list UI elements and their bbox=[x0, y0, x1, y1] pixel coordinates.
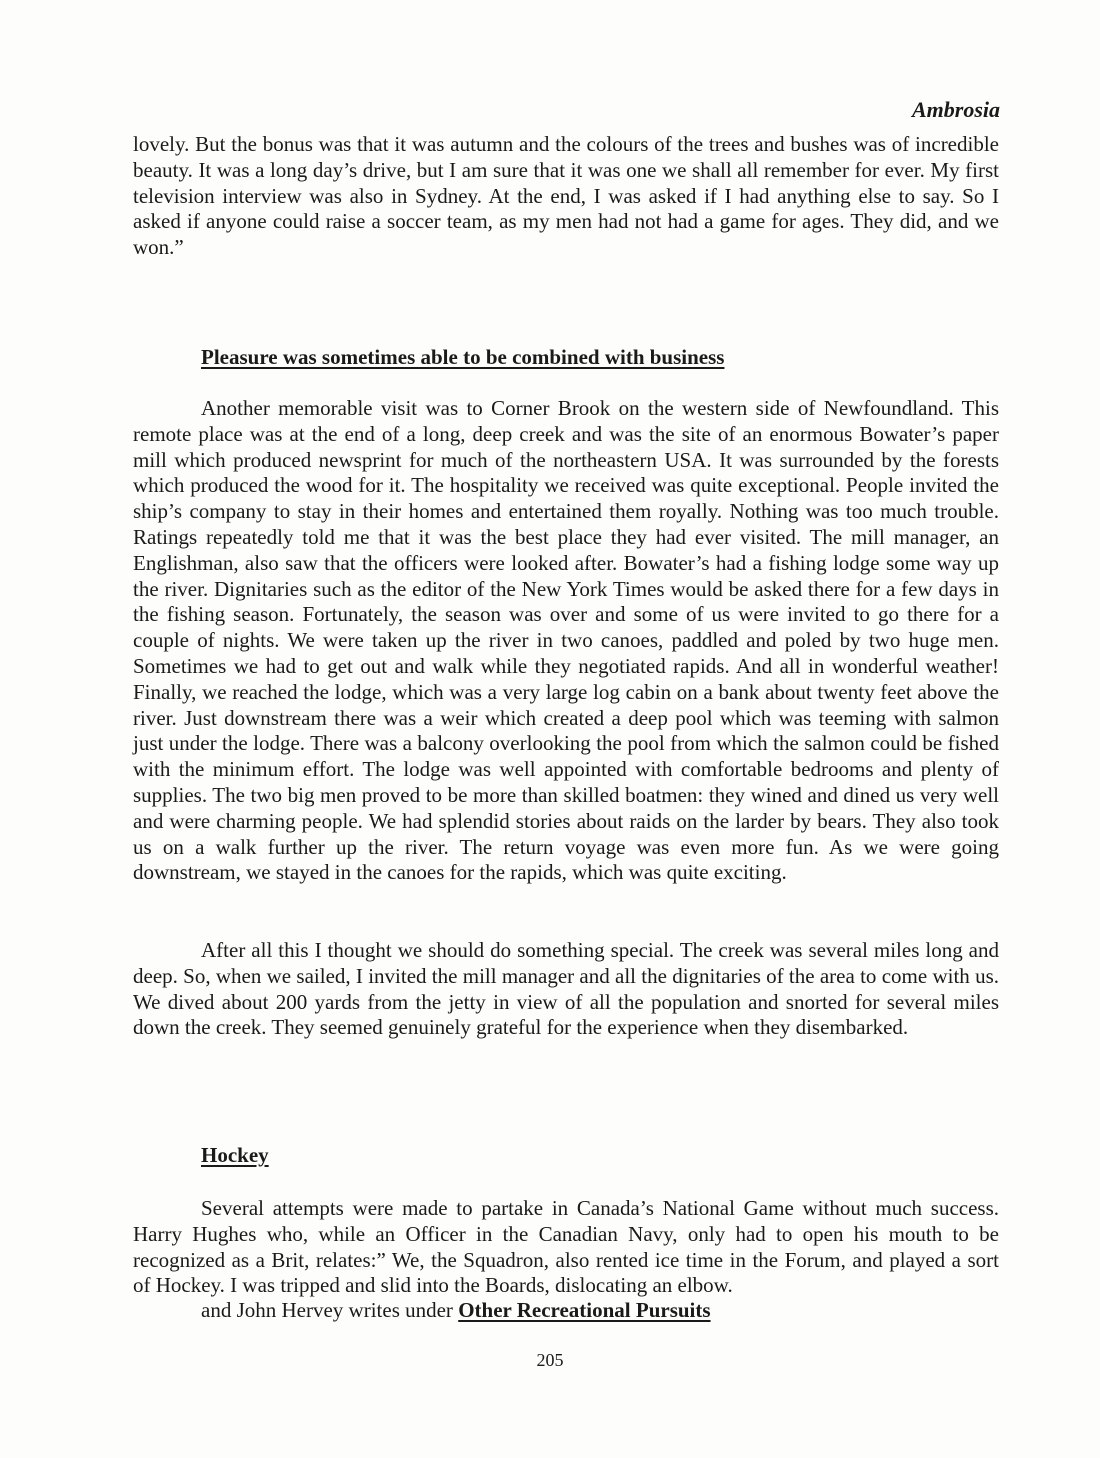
section-heading-pleasure: Pleasure was sometimes able to be combined with business bbox=[201, 345, 725, 369]
continuation-paragraph: lovely. But the bonus was that it was autumn and the colours of the trees and bushes was of incredible beauty. It was a long day’s drive, but I am sure that it was one we shall all remember for ever. My first television interview was also in Sydney. At the end, I was asked if I had anything else to say. So I asked if anyone could raise a soccer team, as my men had not had a game for ages. They did, and we won.” bbox=[133, 132, 999, 260]
hockey-paragraph-2 bbox=[133, 1298, 999, 1324]
hockey-paragraph-2-block bbox=[133, 1298, 999, 1324]
other-recreational-pursuits-heading: Other Recreational Pursuits bbox=[458, 1298, 711, 1322]
section-heading-hockey: Hockey bbox=[201, 1143, 269, 1167]
continuation-paragraph-block bbox=[133, 132, 999, 261]
running-head: Ambrosia bbox=[911, 97, 1000, 122]
pleasure-paragraph-1: Another memorable visit was to Corner Brook on the western side of Newfoundland. This remote place was at the end of a long, deep creek and was the site of an enormous Bowater’s paper mill which produced newsprint for much of the northeastern USA. It was surrounded by the forests which produced the wood for it. The hospitality we received was quite exceptional. People invited the ship’s company to stay in their homes and entertained them royally. Nothing was too much trouble. Ratings repeatedly told me that it was the best place they had ever visited. The mill manager, an Englishman, also saw that the officers were looked after. Bowater’s had a fishing lodge some way up the river. Dignitaries such as the editor of the New York Times would be asked there for a few days in the fishing season. Fortunately, the season was over and some of us were invited to go there for a couple of nights. We were taken up the river in two canoes, paddled and poled by two huge men. Sometimes we had to get out and walk while they negotiated rapids. And all in wonderful weather! Finally, we reached the lodge, which was a very large log cabin on a bank about twenty feet above the river. Just downstream there was a weir which created a deep pool which was teeming with salmon just under the lodge. There was a balcony overlooking the pool from which the salmon could be fished with the minimum effort. The lodge was well appointed with comfortable bedrooms and plenty of supplies. The two big men proved to be more than skilled boatmen: they wined and dined us very well and were charming people. We had splendid stories about raids on the larder by bears. They also took us on a walk further up the river. The return voyage was even more fun. As we were going downstream, we stayed in the canoes for the rapids, which was quite exciting. bbox=[133, 396, 999, 885]
hockey-paragraph-2-text: and John Hervey writes under bbox=[201, 1298, 453, 1322]
pleasure-paragraph-2: After all this I thought we should do something special. The creek was several miles long and deep. So, when we sailed, I invited the mill manager and all the dignitaries of the area to come with us. We dived about 200 yards from the jetty in view of all the population and snorted for several miles down the creek. They seemed genuinely grateful for the experience when they disembarked. bbox=[133, 938, 999, 1040]
pleasure-paragraph-1-block bbox=[133, 396, 999, 886]
hockey-paragraph-1: Several attempts were made to partake in Canada’s National Game without much success. Harry Hughes who, while an Officer in the Canadian Navy, only had to open his mouth to be recognized as a Brit, relates:” We, the Squadron, also rented ice time in the Forum, and played a sort of Hockey. I was tripped and slid into the Boards, dislocating an elbow. bbox=[133, 1196, 999, 1298]
pleasure-paragraph-2-block bbox=[133, 938, 999, 1041]
page-number: 205 bbox=[536, 1350, 564, 1370]
hockey-paragraph-1-block bbox=[133, 1196, 999, 1299]
